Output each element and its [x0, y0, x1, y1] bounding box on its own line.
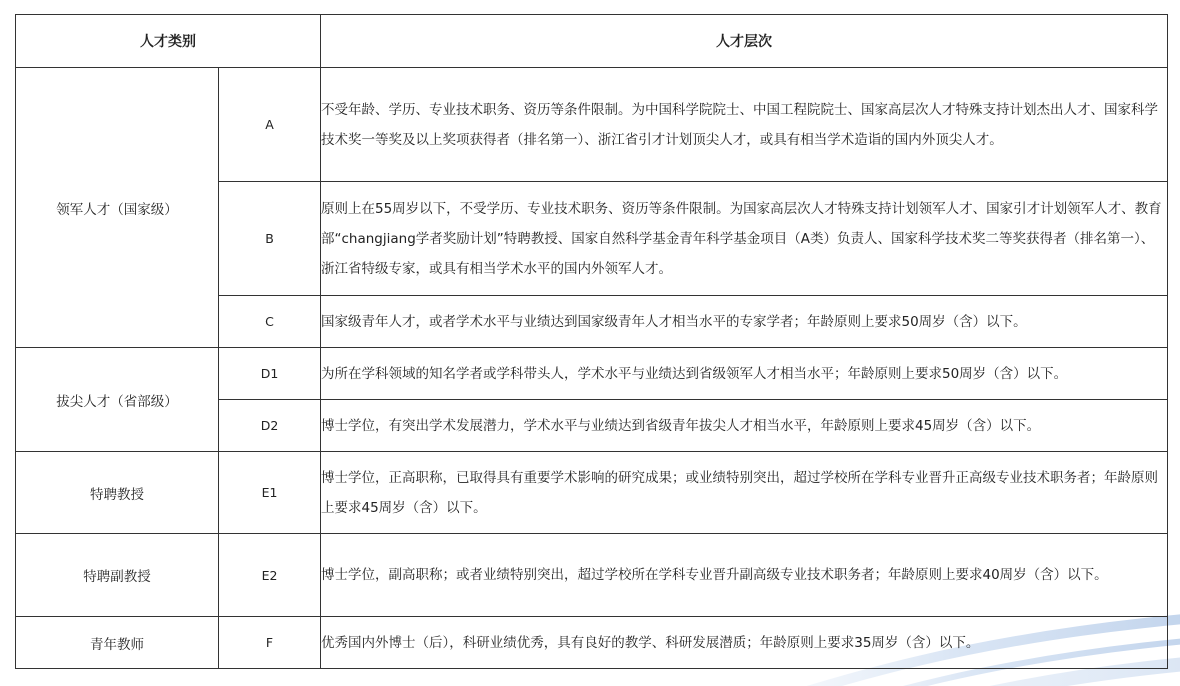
- table-row: [16, 452, 1168, 534]
- level-code: D1: [219, 348, 321, 400]
- level-description: 博士学位，有突出学术发展潜力，学术水平与业绩达到省级青年拔尖人才相当水平，年龄原则上要求45周岁（含）以下。: [321, 400, 1168, 452]
- talent-category-table: [15, 14, 1168, 669]
- level-description: 不受年龄、学历、专业技术职务、资历等条件限制。为中国科学院院士、中国工程院院士、国家高层次人才特殊支持计划杰出人才、国家科学技术奖一等奖及以上奖项获得者（排名第一）、浙江省引才计划顶尖人才，或具有相当学术造诣的国内外顶尖人才。: [321, 68, 1168, 182]
- category-distinguished-associate-professor: 特聘副教授: [16, 534, 219, 617]
- level-code: F: [219, 617, 321, 669]
- level-description: 优秀国内外博士（后），科研业绩优秀，具有良好的教学、科研发展潜质；年龄原则上要求35周岁（含）以下。: [321, 617, 1168, 669]
- header-talent-level: 人才层次: [321, 15, 1168, 68]
- table-header-row: [16, 15, 1168, 68]
- level-code: A: [219, 68, 321, 182]
- table-row: [16, 617, 1168, 669]
- level-description: 国家级青年人才，或者学术水平与业绩达到国家级青年人才相当水平的专家学者；年龄原则上要求50周岁（含）以下。: [321, 296, 1168, 348]
- level-code: B: [219, 182, 321, 296]
- level-code: E1: [219, 452, 321, 534]
- level-description: 博士学位，副高职称；或者业绩特别突出，超过学校所在学科专业晋升副高级专业技术职务者；年龄原则上要求40周岁（含）以下。: [321, 534, 1168, 617]
- category-top-talent: 拔尖人才（省部级）: [16, 348, 219, 452]
- level-code: E2: [219, 534, 321, 617]
- level-code: C: [219, 296, 321, 348]
- level-description: 原则上在55周岁以下，不受学历、专业技术职务、资历等条件限制。为国家高层次人才特殊支持计划领军人才、国家引才计划领军人才、教育部“changjiang学者奖励计划”特聘教授、国家自然科学基金青年科学基金项目（A类）负责人、国家科学技术奖二等奖获得者（排名第一）、浙江省特级专家，或具有相当学术水平的国内外领军人才。: [321, 182, 1168, 296]
- category-distinguished-professor: 特聘教授: [16, 452, 219, 534]
- level-description: 为所在学科领域的知名学者或学科带头人，学术水平与业绩达到省级领军人才相当水平；年龄原则上要求50周岁（含）以下。: [321, 348, 1168, 400]
- table-row: [16, 348, 1168, 400]
- table-row: [16, 534, 1168, 617]
- category-young-teacher: 青年教师: [16, 617, 219, 669]
- table-row: [16, 68, 1168, 182]
- category-leading-talent: 领军人才（国家级）: [16, 68, 219, 348]
- header-talent-category: 人才类别: [16, 15, 321, 68]
- level-description: 博士学位，正高职称，已取得具有重要学术影响的研究成果；或业绩特别突出，超过学校所在学科专业晋升正高级专业技术职务者；年龄原则上要求45周岁（含）以下。: [321, 452, 1168, 534]
- level-code: D2: [219, 400, 321, 452]
